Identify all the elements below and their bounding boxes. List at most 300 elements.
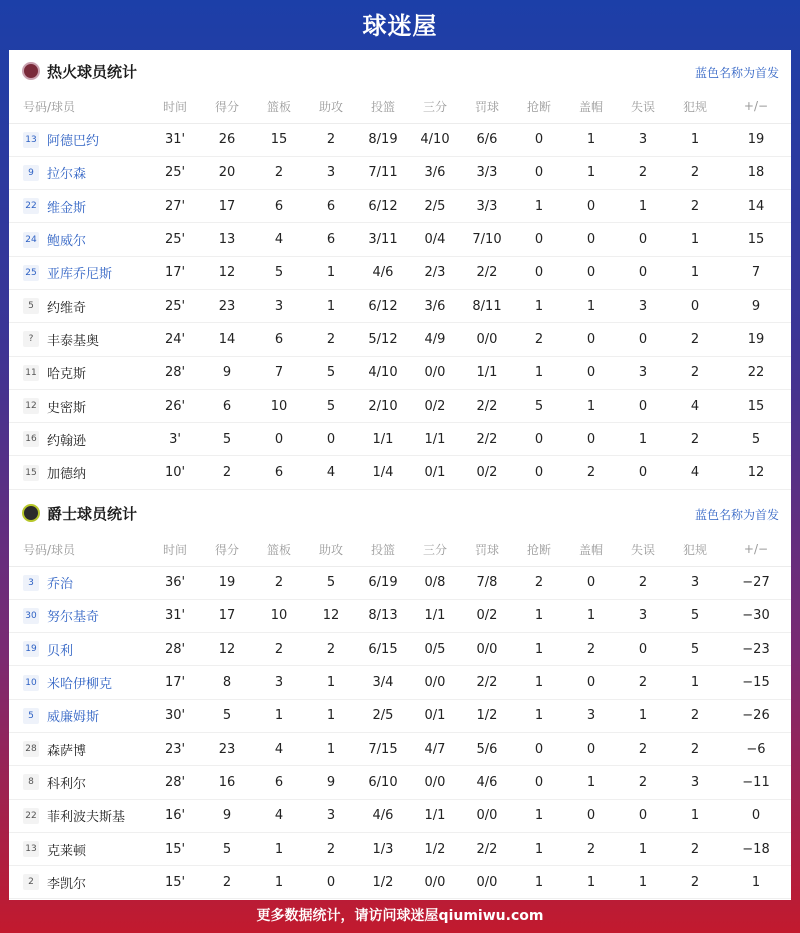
stat-cell: 1/1	[461, 356, 513, 389]
stat-cell: 1	[565, 156, 617, 189]
stat-cell: 0	[513, 732, 565, 765]
stat-cell: 5	[669, 633, 721, 666]
stat-cell: 6	[253, 456, 305, 489]
stat-cell: 1	[513, 866, 565, 899]
stat-cell: 9	[305, 766, 357, 799]
player-cell	[9, 666, 149, 699]
table-row	[9, 356, 791, 389]
stat-cell: 6/6	[461, 123, 513, 156]
stat-cell: 4/6	[357, 799, 409, 832]
stat-cell: 1	[253, 866, 305, 899]
player-name[interactable]: 约维奇	[47, 300, 87, 316]
stat-cell: 0/0	[409, 766, 461, 799]
table-row	[9, 323, 791, 356]
table-row	[9, 256, 791, 289]
stat-cell: 1	[669, 256, 721, 289]
table-header-row	[9, 533, 791, 566]
stat-cell: 2/3	[409, 256, 461, 289]
stat-cell: 15	[253, 123, 305, 156]
stat-cell: 0	[565, 666, 617, 699]
player-name[interactable]: 米哈伊柳克	[47, 677, 113, 693]
stat-cell: 9	[201, 356, 253, 389]
player-cell	[9, 123, 149, 156]
stat-cell: 9	[721, 289, 791, 322]
column-header: 时间	[149, 90, 201, 123]
jersey-number: 9	[23, 165, 39, 181]
player-cell	[9, 190, 149, 223]
player-cell	[9, 423, 149, 456]
stat-cell: 6/19	[357, 566, 409, 599]
stat-cell: 0	[617, 456, 669, 489]
table-row	[9, 190, 791, 223]
stat-cell: 0	[617, 799, 669, 832]
stat-cell: 1	[565, 766, 617, 799]
stat-cell: 5	[201, 699, 253, 732]
player-name[interactable]: 威廉姆斯	[47, 710, 100, 726]
stat-cell: 1	[669, 799, 721, 832]
jersey-number: 5	[23, 298, 39, 314]
stat-cell: 8/11	[461, 289, 513, 322]
stat-cell: 2	[305, 323, 357, 356]
stat-cell: 26	[201, 123, 253, 156]
team-header-jazz	[9, 492, 791, 532]
stat-cell: 15'	[149, 832, 201, 865]
stat-cell: 3	[565, 699, 617, 732]
stat-cell: 6/12	[357, 190, 409, 223]
stat-cell: 1/1	[409, 799, 461, 832]
stat-cell: 2	[669, 866, 721, 899]
player-name[interactable]: 贝利	[47, 643, 74, 659]
stat-cell: 31'	[149, 123, 201, 156]
player-cell	[9, 699, 149, 732]
stat-cell: 0	[721, 799, 791, 832]
column-header: 号码/球员	[9, 90, 149, 123]
stat-cell: 1	[617, 699, 669, 732]
stat-cell: 14	[721, 190, 791, 223]
stat-cell: 19	[201, 566, 253, 599]
stat-cell: 12	[305, 599, 357, 632]
stat-cell: 3/11	[357, 223, 409, 256]
stat-cell: 3/4	[357, 666, 409, 699]
stat-cell: 2	[617, 566, 669, 599]
player-cell	[9, 799, 149, 832]
column-header: 投篮	[357, 533, 409, 566]
stat-cell: 3	[253, 289, 305, 322]
table-row	[9, 389, 791, 422]
stat-cell: 9	[201, 799, 253, 832]
player-name[interactable]: 史密斯	[47, 400, 87, 416]
column-header: 盖帽	[565, 90, 617, 123]
stat-cell: 7	[721, 256, 791, 289]
stat-cell: 15	[721, 389, 791, 422]
stat-cell: 1/2	[461, 699, 513, 732]
stat-cell: 26'	[149, 389, 201, 422]
player-name[interactable]: 李凯尔	[47, 876, 87, 892]
stat-cell: 25'	[149, 289, 201, 322]
stat-cell: 0	[253, 423, 305, 456]
column-header: 得分	[201, 90, 253, 123]
stat-cell: 1	[253, 699, 305, 732]
jersey-number: 15	[23, 465, 39, 481]
stat-cell: 17'	[149, 256, 201, 289]
stat-cell: 0	[565, 799, 617, 832]
stat-cell: 1	[305, 732, 357, 765]
stat-cell: 23'	[149, 732, 201, 765]
stat-cell: 1/2	[357, 866, 409, 899]
stat-cell: 2/2	[461, 666, 513, 699]
stat-cell: 1	[617, 866, 669, 899]
stat-cell: 28'	[149, 633, 201, 666]
column-header: 犯规	[669, 90, 721, 123]
table-row	[9, 123, 791, 156]
stat-cell: 5	[201, 423, 253, 456]
stat-cell: 3	[253, 666, 305, 699]
player-name[interactable]: 约翰逊	[47, 433, 87, 449]
stat-cell: 0/4	[409, 223, 461, 256]
stat-cell: 2	[669, 423, 721, 456]
stat-cell: 5	[253, 256, 305, 289]
jersey-number: 25	[23, 265, 39, 281]
stat-cell: 0	[305, 423, 357, 456]
stat-cell: 12	[201, 256, 253, 289]
stat-cell: 4	[253, 223, 305, 256]
stat-cell: 2	[617, 732, 669, 765]
table-row	[9, 566, 791, 599]
column-header: 助攻	[305, 533, 357, 566]
stat-cell: 6	[305, 223, 357, 256]
player-name[interactable]: 亚库乔尼斯	[47, 267, 113, 283]
player-name[interactable]: 哈克斯	[47, 367, 87, 383]
stat-cell: 3	[617, 356, 669, 389]
player-name[interactable]: 乔治	[47, 577, 74, 593]
jersey-number: 12	[23, 398, 39, 414]
stat-cell: 1/1	[409, 599, 461, 632]
stat-cell: 0/8	[409, 566, 461, 599]
stat-cell: 1	[305, 289, 357, 322]
stat-cell: 1	[617, 832, 669, 865]
stat-cell: 0	[565, 566, 617, 599]
table-row	[9, 633, 791, 666]
stat-cell: 3/6	[409, 289, 461, 322]
stat-cell: 0/0	[409, 866, 461, 899]
player-cell	[9, 866, 149, 899]
column-header: 得分	[201, 533, 253, 566]
column-header: +/−	[721, 533, 791, 566]
stat-cell: 17	[201, 190, 253, 223]
stat-cell: 1/2	[409, 832, 461, 865]
jersey-number: 22	[23, 198, 39, 214]
stat-cell: 8/13	[357, 599, 409, 632]
stat-cell: 10'	[149, 456, 201, 489]
stat-cell: 3	[617, 599, 669, 632]
jersey-number: 13	[23, 841, 39, 857]
stat-cell: 1/4	[357, 456, 409, 489]
table-row	[9, 832, 791, 865]
stat-cell: 2	[565, 456, 617, 489]
stat-cell: 2	[669, 732, 721, 765]
player-cell	[9, 732, 149, 765]
stat-cell: 12	[201, 633, 253, 666]
stat-cell: 0	[617, 389, 669, 422]
stat-cell: 0	[617, 223, 669, 256]
player-name[interactable]: 丰泰基奥	[47, 333, 100, 349]
stat-cell: 0	[565, 732, 617, 765]
stat-cell: 12	[721, 456, 791, 489]
team-title: 热火球员统计	[47, 63, 138, 81]
jersey-number: 28	[23, 741, 39, 757]
stat-cell: 0	[305, 866, 357, 899]
stat-cell: −26	[721, 699, 791, 732]
table-row	[9, 666, 791, 699]
site-logo[interactable]: 球迷屋	[362, 12, 438, 40]
jersey-number: 11	[23, 365, 39, 381]
player-cell	[9, 566, 149, 599]
stat-cell: 2	[305, 832, 357, 865]
stat-cell: 0/2	[461, 599, 513, 632]
column-header: 罚球	[461, 90, 513, 123]
starter-note: 蓝色名称为首发	[694, 508, 779, 522]
table-row	[9, 766, 791, 799]
table-row	[9, 156, 791, 189]
stat-cell: 4	[669, 456, 721, 489]
jersey-number: 5	[23, 708, 39, 724]
stat-cell: 2	[305, 633, 357, 666]
jersey-number: 3	[23, 575, 39, 591]
table-row	[9, 223, 791, 256]
stat-cell: −18	[721, 832, 791, 865]
stat-cell: 1	[617, 190, 669, 223]
stat-cell: 6	[253, 323, 305, 356]
player-cell	[9, 599, 149, 632]
stat-cell: 23	[201, 289, 253, 322]
stat-cell: 1	[669, 666, 721, 699]
stat-cell: −30	[721, 599, 791, 632]
column-header: 号码/球员	[9, 533, 149, 566]
jersey-number: 8	[23, 774, 39, 790]
stat-cell: 0	[513, 456, 565, 489]
stat-cell: 2/2	[461, 423, 513, 456]
stat-cell: 4	[305, 456, 357, 489]
stat-cell: 1	[513, 190, 565, 223]
stat-cell: 1/1	[357, 423, 409, 456]
table-row	[9, 732, 791, 765]
stat-cell: 0	[565, 223, 617, 256]
stats-card	[9, 50, 791, 900]
stat-cell: 7/8	[461, 566, 513, 599]
player-name[interactable]: 加德纳	[47, 467, 87, 483]
player-name[interactable]: 科利尔	[47, 776, 87, 792]
stat-cell: 10	[253, 599, 305, 632]
stat-cell: 5	[305, 566, 357, 599]
stat-cell: 0	[513, 123, 565, 156]
column-header: 篮板	[253, 90, 305, 123]
stat-cell: 2/2	[461, 832, 513, 865]
stat-cell: 1	[513, 666, 565, 699]
starter-note: 蓝色名称为首发	[694, 66, 779, 80]
stat-cell: 3	[669, 566, 721, 599]
jersey-number: 13	[23, 132, 39, 148]
jersey-number: 24	[23, 232, 39, 248]
player-cell	[9, 766, 149, 799]
stat-cell: 2	[305, 123, 357, 156]
stat-cell: 16	[201, 766, 253, 799]
stat-cell: 2	[669, 832, 721, 865]
player-cell	[9, 633, 149, 666]
player-name[interactable]: 努尔基奇	[47, 610, 100, 626]
stat-cell: 4	[253, 799, 305, 832]
stat-cell: 0	[617, 633, 669, 666]
player-name[interactable]: 森萨博	[47, 743, 87, 759]
stat-cell: 2	[201, 866, 253, 899]
column-header: 失误	[617, 533, 669, 566]
stat-cell: 17	[201, 599, 253, 632]
column-header: 抢断	[513, 533, 565, 566]
heat-logo-icon	[22, 62, 40, 80]
player-name[interactable]: 菲利波夫斯基	[47, 810, 126, 826]
player-cell	[9, 389, 149, 422]
table-row	[9, 699, 791, 732]
jersey-number: 22	[23, 808, 39, 824]
stat-cell: 30'	[149, 699, 201, 732]
stat-cell: −23	[721, 633, 791, 666]
stat-cell: 3	[305, 156, 357, 189]
stat-cell: 2	[513, 566, 565, 599]
player-stats-table	[9, 90, 791, 490]
stat-cell: 0/2	[461, 456, 513, 489]
player-cell	[9, 289, 149, 322]
stat-cell: 2/5	[357, 699, 409, 732]
column-header: 投篮	[357, 90, 409, 123]
stat-cell: 22	[721, 356, 791, 389]
stat-cell: 1	[305, 699, 357, 732]
column-header: 三分	[409, 533, 461, 566]
stat-cell: 14	[201, 323, 253, 356]
jersey-number: 2	[23, 874, 39, 890]
stat-cell: 17'	[149, 666, 201, 699]
stat-cell: 0/1	[409, 456, 461, 489]
player-name[interactable]: 鲍威尔	[47, 234, 87, 250]
table-row	[9, 866, 791, 899]
stat-cell: 0/0	[461, 633, 513, 666]
stat-cell: 6/12	[357, 289, 409, 322]
stat-cell: 16'	[149, 799, 201, 832]
column-header: 盖帽	[565, 533, 617, 566]
stat-cell: 2	[253, 566, 305, 599]
stat-cell: 2	[669, 699, 721, 732]
stat-cell: 3	[617, 289, 669, 322]
stat-cell: 1	[565, 289, 617, 322]
stat-cell: 27'	[149, 190, 201, 223]
stat-cell: 2	[617, 666, 669, 699]
stat-cell: 1	[617, 423, 669, 456]
table-row	[9, 456, 791, 489]
player-cell	[9, 223, 149, 256]
stat-cell: 1	[669, 223, 721, 256]
team-header-heat	[9, 50, 791, 90]
stat-cell: −6	[721, 732, 791, 765]
column-header: 时间	[149, 533, 201, 566]
stat-cell: 31'	[149, 599, 201, 632]
stat-cell: 5/12	[357, 323, 409, 356]
stat-cell: 0	[513, 223, 565, 256]
stat-cell: 6	[253, 190, 305, 223]
stat-cell: 7/10	[461, 223, 513, 256]
stat-cell: 1	[305, 256, 357, 289]
stat-cell: 28'	[149, 356, 201, 389]
player-name[interactable]: 克莱顿	[47, 843, 87, 859]
table-row	[9, 289, 791, 322]
jazz-logo-icon	[22, 504, 40, 522]
stat-cell: 0	[565, 356, 617, 389]
stat-cell: 15'	[149, 866, 201, 899]
stat-cell: 6/15	[357, 633, 409, 666]
stat-cell: 1	[669, 123, 721, 156]
stat-cell: 4/9	[409, 323, 461, 356]
stat-cell: 18	[721, 156, 791, 189]
stat-cell: 2	[201, 456, 253, 489]
stat-cell: 5	[513, 389, 565, 422]
stat-cell: 2	[253, 633, 305, 666]
column-header: 犯规	[669, 533, 721, 566]
column-header: 失误	[617, 90, 669, 123]
stat-cell: 4/10	[357, 356, 409, 389]
stat-cell: 3/3	[461, 190, 513, 223]
stat-cell: 3	[617, 123, 669, 156]
stat-cell: 0	[669, 289, 721, 322]
stat-cell: 0	[513, 256, 565, 289]
stat-cell: 15	[721, 223, 791, 256]
stat-cell: 1	[721, 866, 791, 899]
jersey-number: 16	[23, 431, 39, 447]
player-cell	[9, 832, 149, 865]
stat-cell: 0/1	[409, 699, 461, 732]
player-stats-table	[9, 533, 791, 899]
footer-banner[interactable]: 更多数据统计，请访问球迷屋qiumiwu.com	[256, 908, 544, 924]
table-row	[9, 599, 791, 632]
column-header: 助攻	[305, 90, 357, 123]
stat-cell: 1/1	[409, 423, 461, 456]
stat-cell: 1	[565, 866, 617, 899]
table-header-row	[9, 90, 791, 123]
stat-cell: 2	[253, 156, 305, 189]
player-name[interactable]: 维金斯	[47, 200, 87, 216]
stat-cell: 5	[201, 832, 253, 865]
stat-cell: 1	[513, 699, 565, 732]
player-name[interactable]: 阿德巴约	[47, 134, 100, 150]
stat-cell: 8/19	[357, 123, 409, 156]
team-title: 爵士球员统计	[47, 505, 138, 523]
player-name[interactable]: 拉尔森	[47, 167, 87, 183]
stat-cell: 0	[617, 323, 669, 356]
player-cell	[9, 356, 149, 389]
stat-cell: 2	[669, 356, 721, 389]
column-header: 三分	[409, 90, 461, 123]
stat-cell: 2	[565, 832, 617, 865]
stat-cell: 10	[253, 389, 305, 422]
stat-cell: 6	[201, 389, 253, 422]
stat-cell: 1	[513, 799, 565, 832]
player-cell	[9, 323, 149, 356]
stat-cell: 25'	[149, 223, 201, 256]
stat-cell: 0/5	[409, 633, 461, 666]
stat-cell: 7/15	[357, 732, 409, 765]
stat-cell: 2	[669, 190, 721, 223]
stat-cell: 1	[513, 832, 565, 865]
stat-cell: 5	[305, 389, 357, 422]
stat-cell: 0/2	[409, 389, 461, 422]
stat-cell: 0	[565, 423, 617, 456]
stat-cell: 3'	[149, 423, 201, 456]
